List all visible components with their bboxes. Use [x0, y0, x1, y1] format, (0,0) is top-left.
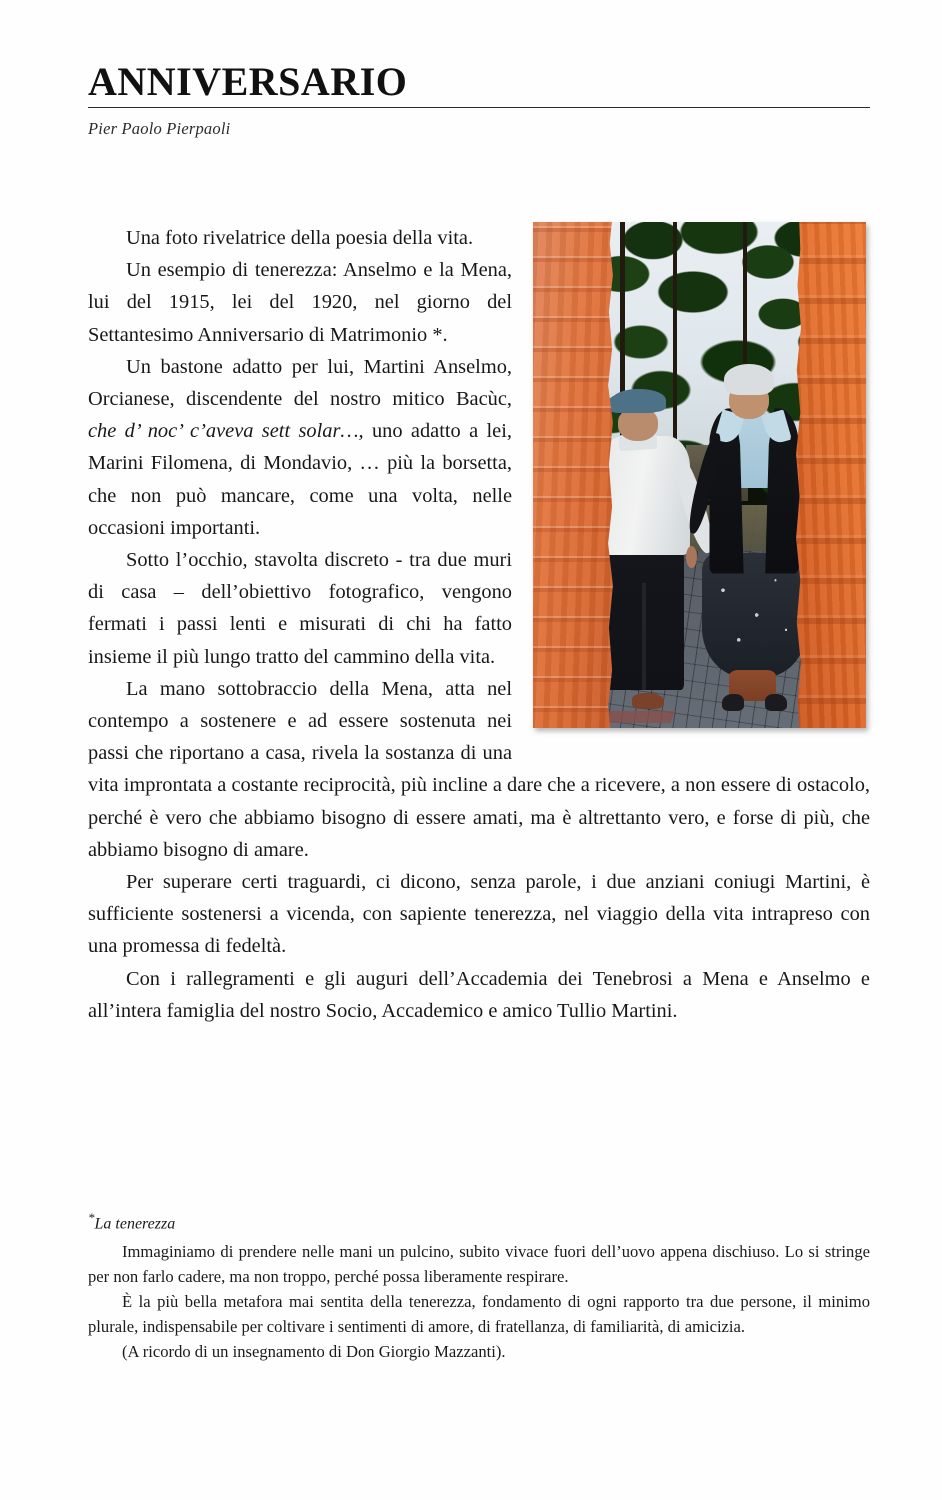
article-body [88, 222, 870, 1027]
footnote-paragraph: (A ricordo di un insegnamento di Don Giorgio Mazzanti). [122, 1342, 506, 1362]
author-byline: Pier Paolo Pierpaoli [88, 119, 231, 138]
body-paragraph: Un esempio di tenerezza: Anselmo e la Mena, lui del 1915, lei del 1920, nel giorno del Settantesimo Anniversario di Matrimonio *. [88, 259, 512, 346]
footnote-title-text: La tenerezza [94, 1215, 176, 1233]
paragraph-text-part: uno adatto a lei, Marini Filomena, di Mondavio, … più la borsetta, che non può mancare, come una volta, nelle occasioni importanti. [88, 420, 512, 539]
footnote-paragraph: È la più bella metafora mai sentita della tenerezza, fondamento di ogni rapporto tra due persone, il minimo plurale, indispensabile per coltivare i sentimenti di amore, di fratellanza, di familiarità, di amicizia. [88, 1291, 870, 1337]
body-paragraph: Per superare certi traguardi, ci dicono, senza parole, i due anziani coniugi Martini, è sufficiente sostenersi a vicenda, con sapiente tenerezza, nel viaggio della vita intrapreso con una promessa di fedeltà. [88, 871, 870, 958]
body-paragraph: Una foto rivelatrice della poesia della vita. [126, 227, 474, 249]
body-paragraph: La mano sottobraccio della Mena, atta nel contempo a sostenere e ad essere sostenuta nei passi che riportano a casa, rivela la sostanza di una vita improntata a costante reciprocità, più incline a dare che a ricevere, a non essere di ostacolo, perché è vero che abbiamo bisogno di essere amati, ma è altrettanto vero, e forse di più, che abbiamo bisogno di amare. [88, 677, 870, 861]
body-paragraph: Sotto l’occhio, stavolta discreto - tra due muri di casa – dell’obiettivo fotografico, vengono fermati i passi lenti e misurati di chi ha fatto insieme il più lungo tratto del cammino della vita. [88, 549, 512, 668]
dialect-phrase: che d’ noc’ c’aveva sett solar…, [88, 420, 364, 443]
title-divider [88, 107, 870, 108]
paragraph-text-part: Un bastone adatto per lui, Martini Anselmo, Orcianese, discendente del nostro mitico Bacùc, [88, 355, 512, 411]
footnote-block [88, 1205, 870, 1365]
footnote-marker: * [88, 1210, 95, 1225]
footnote-paragraph: Immaginiamo di prendere nelle mani un pulcino, subito vivace fuori dell’uovo appena dischiuso. Lo si stringe per non farlo cadere, ma non troppo, perché possa liberamente respirare. [88, 1241, 870, 1286]
page-title: ANNIVERSARIO [88, 59, 408, 104]
body-paragraph: Con i rallegramenti e gli auguri dell’Accademia dei Tenebrosi a Mena e Anselmo e all’intera famiglia del nostro Socio, Accademico e amico Tullio Martini. [88, 967, 870, 1022]
photo-text-wrap-spacer [530, 222, 870, 734]
article-header [88, 59, 870, 139]
footnote-title [88, 1205, 870, 1237]
